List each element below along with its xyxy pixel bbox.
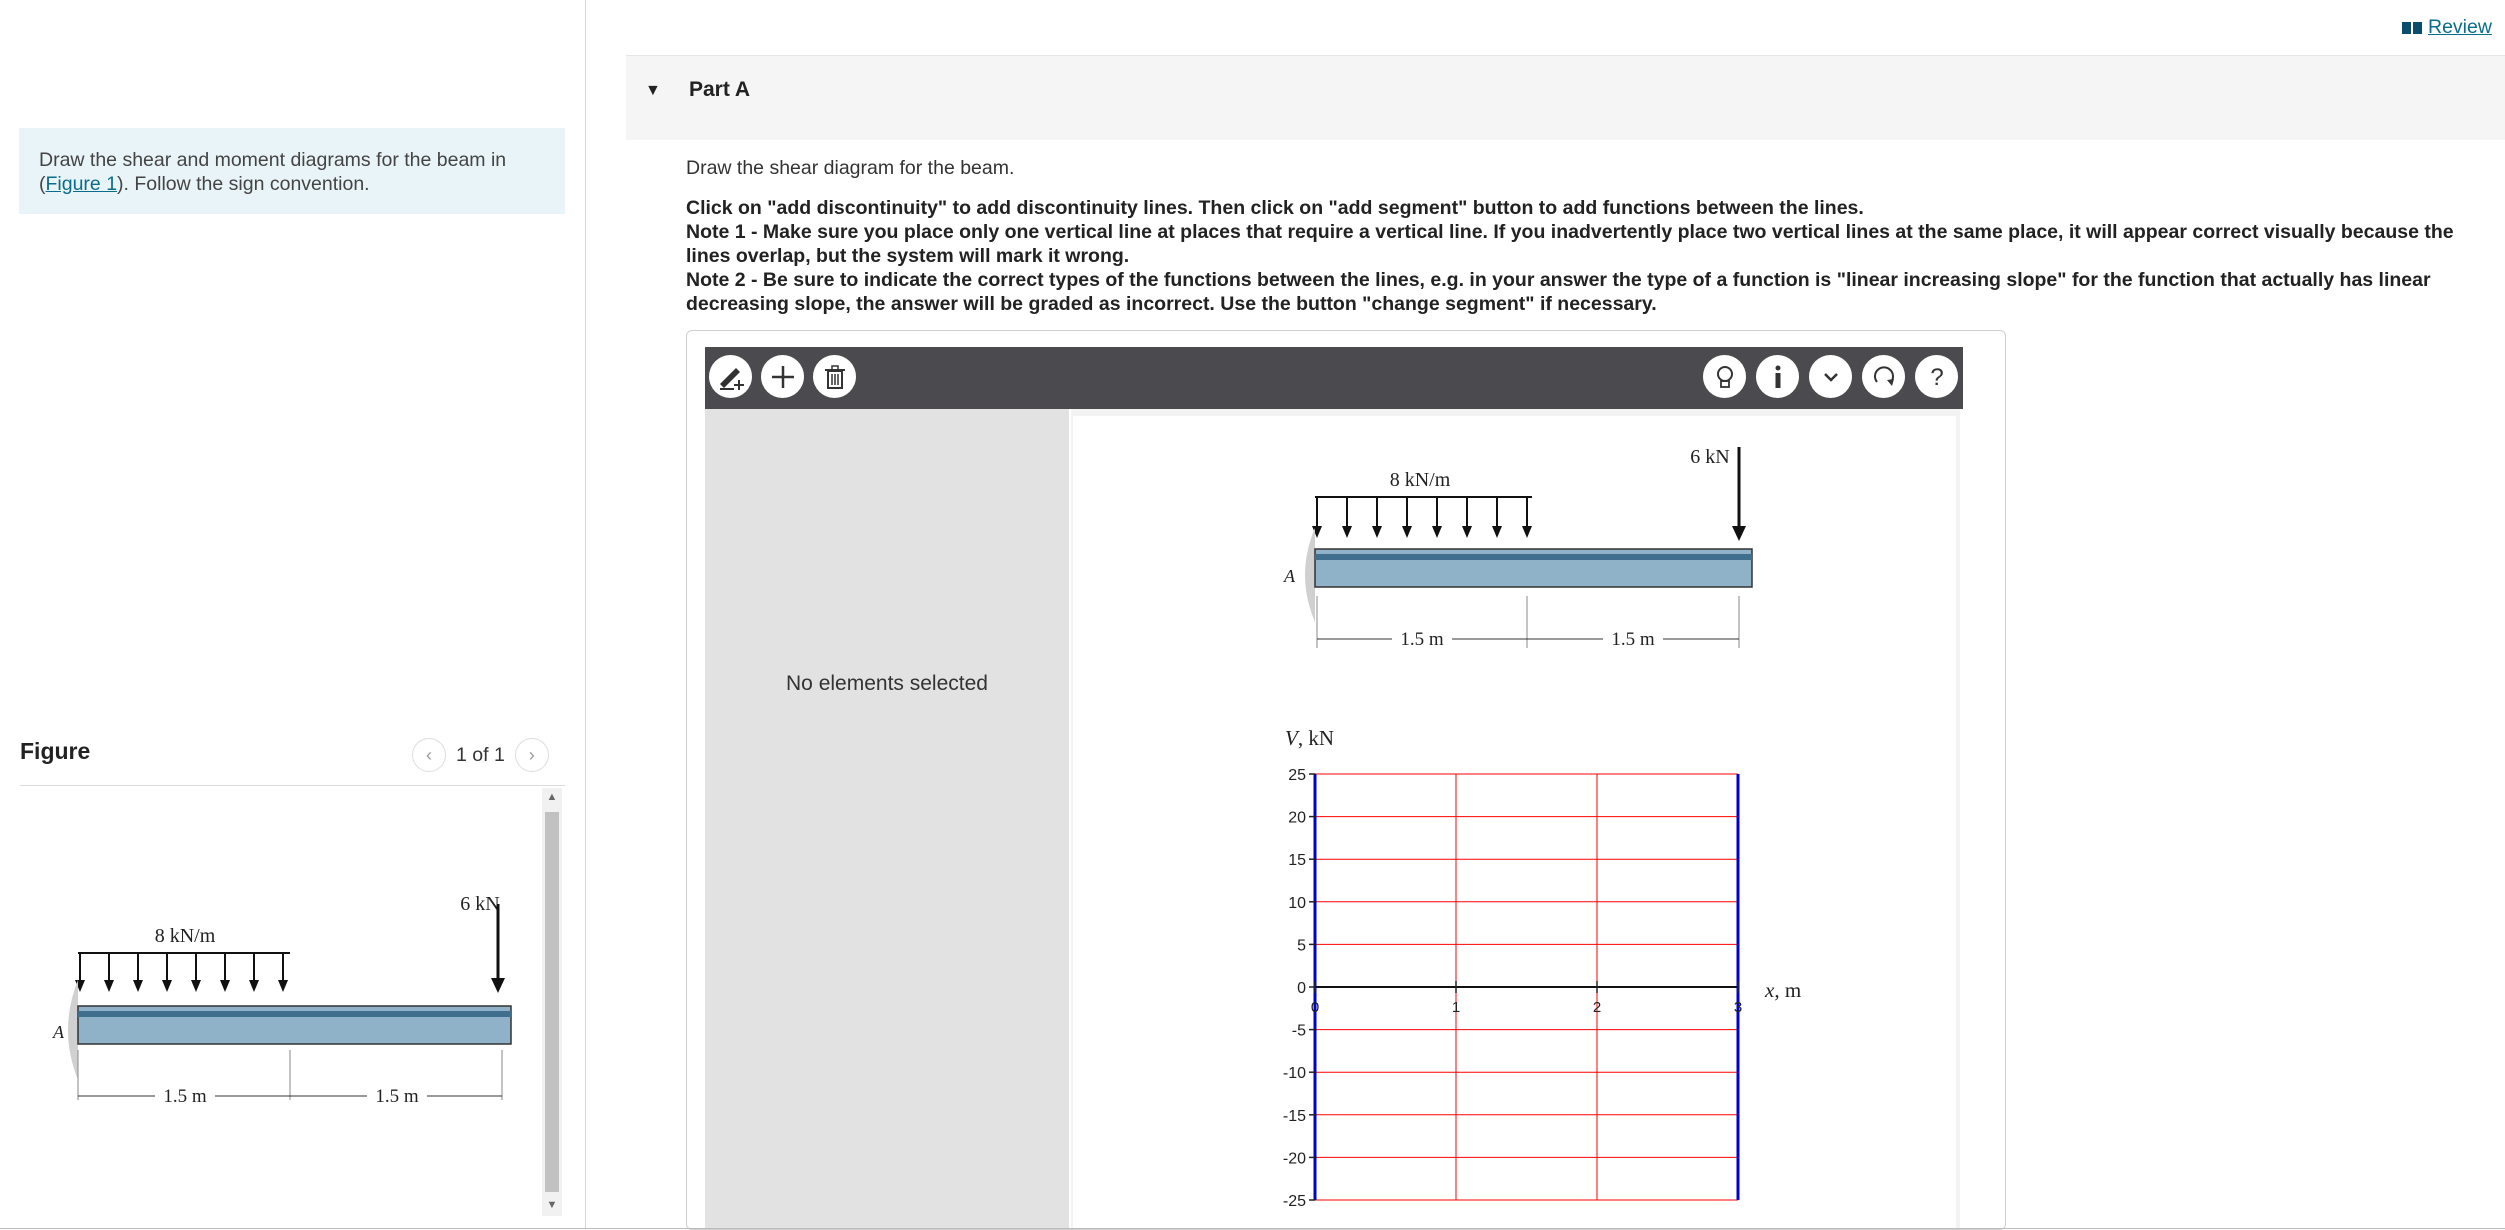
- y-tick-label: -20: [1282, 1150, 1306, 1168]
- chevron-left-icon: ‹: [426, 744, 432, 765]
- problem-statement: [19, 128, 565, 214]
- add-discontinuity-icon: [716, 362, 746, 392]
- y-tick-label: 0: [1297, 980, 1306, 997]
- review-label: Review: [2428, 16, 2492, 38]
- figure-support-label: A: [53, 1022, 64, 1042]
- more-options-button[interactable]: [1809, 355, 1852, 398]
- instruction-note-2: Note 2 - Be sure to indicate the correct types of the functions between the lines, e.g. in your answer the type of a function is "linear increasing slope" for the function that actually has linear decreasing slope, the answer will be graded as incorrect. Use the button "change segment" if necessary.: [686, 269, 2431, 315]
- canvas-point-load-arrowhead: [1732, 526, 1746, 541]
- y-tick-label: 5: [1297, 937, 1306, 955]
- y-tick-label: 20: [1288, 809, 1306, 827]
- y-tick-label: -5: [1291, 1022, 1306, 1040]
- add-segment-button[interactable]: [761, 355, 804, 398]
- svg-text:?: ?: [1929, 363, 1944, 391]
- y-axis-unit: , kN: [1297, 726, 1334, 750]
- element-properties-panel: [705, 409, 1069, 1229]
- figure-load-label: 8 kN/m: [154, 925, 216, 947]
- lightbulb-icon: [1710, 362, 1740, 392]
- reset-button[interactable]: [1862, 355, 1905, 398]
- y-axis-label: [1285, 726, 1334, 750]
- reset-icon: [1869, 362, 1899, 392]
- x-tick-label: 2: [1592, 999, 1602, 1016]
- canvas-support-label: A: [1284, 566, 1295, 586]
- chart-ticks: [1283, 767, 1742, 1210]
- book-icon: [2402, 21, 2422, 35]
- x-axis-label: [1764, 978, 1801, 1002]
- canvas-dim-right: 1.5 m: [1611, 629, 1655, 650]
- y-axis-var: V: [1285, 726, 1298, 750]
- add-segment-icon: [768, 362, 798, 392]
- hint-button[interactable]: [1703, 355, 1746, 398]
- trash-icon: [820, 362, 850, 392]
- info-icon: [1763, 362, 1793, 392]
- figure-wall-support: [68, 980, 78, 1080]
- prev-figure-button[interactable]: [412, 738, 446, 772]
- figure-point-load-arrowhead: [491, 978, 505, 993]
- info-button[interactable]: [1756, 355, 1799, 398]
- x-axis-var: x: [1765, 978, 1775, 1002]
- figure-pager: [412, 738, 549, 772]
- scrollbar-thumb[interactable]: [545, 812, 559, 1192]
- toolbar-left-group: [709, 355, 856, 398]
- instruction-note-1: Note 1 - Make sure you place only one vertical line at places that require a vertical line. If you inadvertently place two vertical lines at the same place, it will appear correct visually because the lines overlap, but the system will mark it wrong.: [686, 221, 2454, 267]
- no-selection-message: No elements selected: [786, 672, 988, 695]
- scroll-up-icon[interactable]: ▲: [546, 791, 558, 803]
- figure-dim-right: 1.5 m: [375, 1086, 419, 1107]
- canvas-wall-support: [1305, 528, 1315, 622]
- caret-down-icon[interactable]: ▼: [645, 82, 661, 99]
- figure-distributed-load-arrows: [75, 953, 288, 992]
- shear-diagram-chart[interactable]: [1260, 715, 1840, 1229]
- review-link[interactable]: [2402, 16, 2492, 39]
- figure-page-count: 1 of 1: [456, 743, 505, 766]
- canvas-load-label: 8 kN/m: [1389, 469, 1451, 491]
- prompt-text-before: Draw the shear and moment diagrams for the beam in (: [39, 149, 507, 195]
- x-axis-unit: , m: [1774, 978, 1802, 1002]
- x-tick-label: 1: [1451, 999, 1461, 1016]
- help-icon: [1922, 362, 1952, 392]
- figure-beam-diagram: [20, 880, 540, 1120]
- scroll-down-icon[interactable]: ▼: [546, 1199, 558, 1211]
- figure-point-load-label: 6 kN: [460, 893, 500, 915]
- y-tick-label: 15: [1288, 852, 1306, 870]
- instructions: [686, 156, 2466, 316]
- toolbar-right-group: [1703, 355, 1958, 398]
- help-button[interactable]: [1915, 355, 1958, 398]
- y-tick-label: 10: [1288, 894, 1306, 912]
- y-tick-label: -15: [1282, 1107, 1306, 1125]
- canvas-beam-flange: [1315, 554, 1752, 560]
- x-tick-label: 0: [1310, 999, 1320, 1016]
- figure-link[interactable]: Figure 1: [45, 173, 118, 195]
- figure-title: Figure: [20, 738, 91, 764]
- figure-divider: [20, 785, 565, 786]
- prompt-text-after: ). Follow the sign convention.: [117, 173, 370, 195]
- add-discontinuity-button[interactable]: [709, 355, 752, 398]
- y-tick-label: -25: [1282, 1193, 1306, 1210]
- chart-axes: [1315, 774, 1738, 1200]
- canvas-dim-left: 1.5 m: [1400, 629, 1444, 650]
- chevron-down-icon: [1816, 362, 1846, 392]
- x-tick-label: 3: [1733, 999, 1743, 1016]
- part-label: Part A: [689, 78, 751, 101]
- instruction-line-1: Draw the shear diagram for the beam.: [686, 157, 1015, 179]
- figure-beam-flange: [78, 1011, 511, 1017]
- y-tick-label: 25: [1288, 767, 1306, 784]
- next-figure-button[interactable]: [515, 738, 549, 772]
- canvas-beam-diagram: [1270, 440, 1770, 660]
- canvas-point-load-label: 6 kN: [1690, 446, 1730, 468]
- figure-dim-left: 1.5 m: [163, 1086, 207, 1107]
- instruction-line-2: Click on "add discontinuity" to add discontinuity lines. Then click on "add segment" button to add functions between the lines.: [686, 197, 1864, 219]
- delete-button[interactable]: [813, 355, 856, 398]
- y-tick-label: -10: [1282, 1065, 1306, 1083]
- canvas-distributed-load-arrows: [1312, 497, 1532, 538]
- part-a-header[interactable]: [626, 55, 2505, 140]
- chevron-right-icon: ›: [528, 744, 535, 765]
